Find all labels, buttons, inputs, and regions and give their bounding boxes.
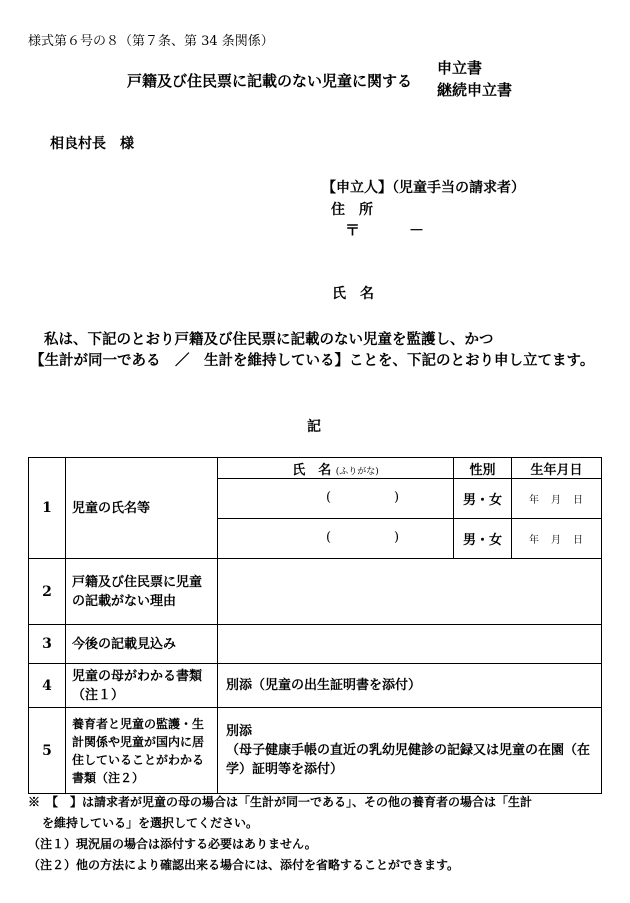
form-number: 様式第６号の８（第７条、第 34 条関係） <box>28 34 274 49</box>
note-star-line-1: ※ 【 】は請求者が児童の母の場合は「生計が同一である」、その他の養育者の場合は「生計 <box>28 795 533 809</box>
custody-docs-line-1: 別添 <box>226 724 253 739</box>
header-furigana: (ふりがな) <box>335 466 379 477</box>
sex-select-1[interactable]: 男・女 <box>454 479 512 519</box>
form-title: 戸籍及び住民票に記載のない児童に関する <box>127 72 413 90</box>
row-label-child-name: 児童の氏名等 <box>66 458 218 559</box>
row-number: 1 <box>29 458 66 559</box>
declaration-text <box>30 329 610 371</box>
paren-open: ( <box>326 530 332 545</box>
children-table <box>28 457 602 794</box>
note-star-line-2: を維持している」を選択してください。 <box>42 816 259 830</box>
title-option-continuation: 継続申立書 <box>437 81 513 99</box>
sex-select-2[interactable]: 男・女 <box>454 519 512 559</box>
child-name-field-1[interactable] <box>218 479 454 519</box>
name-label: 氏 名 <box>332 286 374 302</box>
row-number: 3 <box>29 625 66 664</box>
notes <box>28 792 532 876</box>
no-record-reason-field[interactable] <box>218 559 602 625</box>
header-name <box>218 458 454 479</box>
future-record-field[interactable] <box>218 625 602 664</box>
child-name-field-2[interactable] <box>218 519 454 559</box>
dob-field-2[interactable]: 年 月 日 <box>512 519 602 559</box>
row-number: 4 <box>29 664 66 708</box>
note-1: （注１）現況届の場合は添付する必要はありません。 <box>28 837 317 851</box>
mother-docs-content: 別添（児童の出生証明書を添付） <box>218 664 602 708</box>
title-option-application: 申立書 <box>437 59 483 77</box>
custody-docs-line-2: （母子健康手帳の直近の乳幼児健診の記録又は児童の在園（在学）証明等を添付） <box>226 743 591 777</box>
paren-close: ) <box>394 490 400 505</box>
note-2: （注２）他の方法により確認出来る場合には、添付を省略することができます。 <box>28 858 460 872</box>
row-number: 5 <box>29 708 66 794</box>
custody-docs-content <box>218 708 602 794</box>
declaration-line-1: 私は、下記のとおり戸籍及び住民票に記載のない児童を監護し、かつ <box>44 331 494 348</box>
dob-field-1[interactable]: 年 月 日 <box>512 479 602 519</box>
ki-heading: 記 <box>307 419 321 435</box>
row-label-future-record: 今後の記載見込み <box>66 625 218 664</box>
address-label: 住 所 <box>331 202 373 218</box>
postal-mark: 〒 <box>345 221 361 239</box>
row-label-custody-docs: 養育者と児童の監護・生計関係や児童が国内に居住していることがわかる書類（注２） <box>66 708 218 794</box>
addressee: 相良村長 様 <box>50 136 134 152</box>
row-number: 2 <box>29 559 66 625</box>
declaration-line-2: 【生計が同一である ／ 生計を維持している】ことを、下記のとおり申し立てます。 <box>30 352 595 369</box>
postal-dash: － <box>409 221 425 239</box>
header-sex: 性別 <box>454 458 512 479</box>
paren-close: ) <box>394 530 400 545</box>
header-dob: 生年月日 <box>512 458 602 479</box>
applicant-heading: 【申立人】（児童手当の請求者） <box>322 180 525 196</box>
paren-open: ( <box>326 490 332 505</box>
header-name-label: 氏 名 <box>292 462 332 478</box>
row-label-mother-docs: 児童の母がわかる書類（注１） <box>66 664 218 708</box>
row-label-no-record-reason: 戸籍及び住民票に児童の記載がない理由 <box>66 559 218 625</box>
